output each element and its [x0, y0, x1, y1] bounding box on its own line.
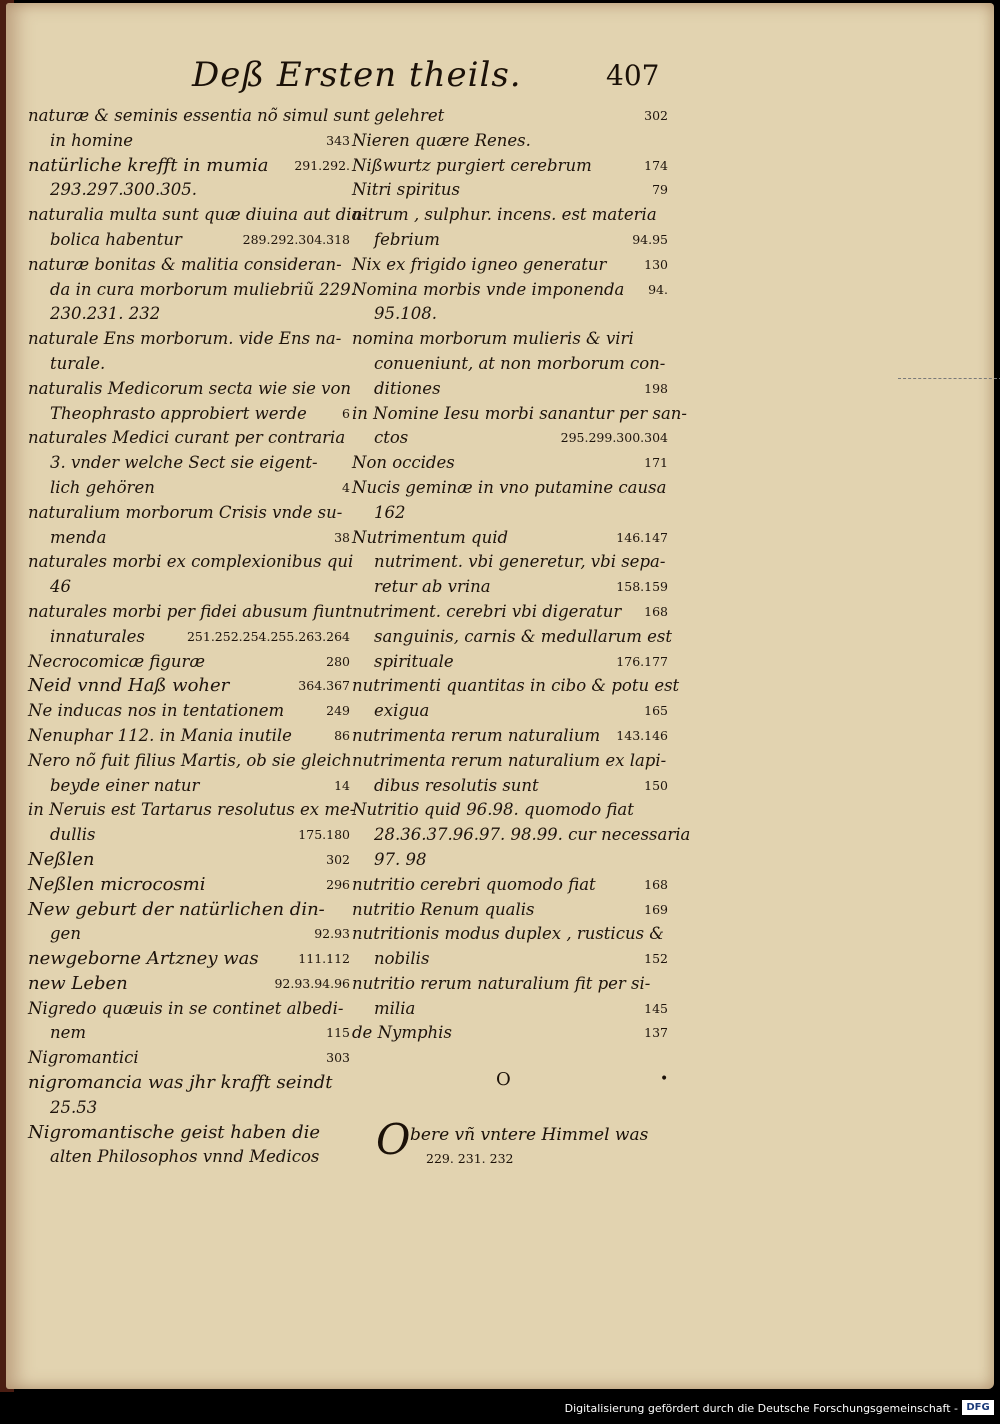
entry-page-refs: 111.112 — [298, 951, 350, 967]
entry-text: gelehret — [374, 106, 445, 125]
entry-page-refs: 289.292.304.318 — [242, 231, 350, 247]
index-entry — [352, 526, 668, 551]
index-entry — [352, 575, 668, 600]
entry-text: Nenuphar 112. in Mania inutile — [28, 725, 292, 745]
entry-page-refs: 295.299.300.304 — [560, 430, 668, 446]
index-entry — [352, 104, 668, 129]
entry-page-refs: 280 — [326, 653, 350, 669]
index-entry — [28, 154, 350, 179]
entry-text: 97. 98 — [374, 849, 427, 869]
entry-page-refs: 4 — [342, 479, 350, 495]
entry-page-refs: 94. — [648, 281, 668, 297]
entry-page-refs: 150 — [644, 777, 668, 793]
entry-text: naturæ bonitas & malitia consideran- — [28, 254, 342, 274]
index-entry — [352, 178, 668, 203]
index-entry — [352, 228, 668, 253]
entry-text: Nieren quære Renes. — [352, 130, 531, 150]
index-entry — [28, 823, 350, 848]
entry-text: Nutrimentum quid — [352, 527, 509, 547]
index-entry — [352, 947, 668, 972]
entry-page-refs: 145 — [644, 1000, 668, 1016]
entry-page-refs: 92.93 — [314, 926, 350, 942]
entry-text: beyde einer natur — [50, 775, 200, 795]
index-entry — [352, 203, 668, 228]
entry-page-refs: 176.177 — [616, 653, 668, 669]
index-entry — [28, 1071, 350, 1096]
entry-text: 46 — [50, 577, 71, 597]
index-entry — [28, 253, 350, 278]
index-entry — [28, 972, 350, 997]
index-entry — [28, 600, 350, 625]
scan-margin-line — [898, 378, 1000, 379]
entry-page-refs: 115 — [326, 1025, 350, 1041]
index-entry — [352, 476, 668, 501]
entry-text: in Nomine Iesu morbi sanantur per san- — [352, 403, 688, 423]
entry-text: naturalis Medicorum secta wie sie von — [28, 378, 352, 398]
entry-text: naturalium morborum Crisis vnde su- — [28, 502, 343, 522]
entry-text: naturæ & seminis essentia nõ simul sunt — [28, 106, 370, 125]
entry-text: febrium — [374, 229, 440, 249]
entry-page-refs: 86 — [334, 727, 350, 743]
entry-page-refs: 143.146 — [616, 727, 668, 743]
entry-text: spirituale — [374, 651, 454, 671]
entry-text: turale. — [50, 353, 106, 373]
index-entry — [352, 724, 668, 749]
entry-text: Nigromantische geist haben die — [28, 1121, 321, 1143]
index-entry — [28, 302, 350, 327]
section-letter-marker: O — [496, 1069, 511, 1090]
index-entry — [28, 178, 350, 203]
entry-text: Neßlen — [28, 848, 95, 870]
entry-page-refs: 175.180 — [298, 827, 350, 843]
entry-page-refs: 165 — [644, 703, 668, 719]
entry-text: naturales morbi per fidei abusum fiunt — [28, 601, 352, 621]
index-entry — [352, 377, 668, 402]
entry-page-refs: 6 — [342, 405, 350, 421]
index-entry — [28, 873, 350, 898]
section-o-entry — [376, 1115, 676, 1181]
index-entry — [352, 873, 668, 898]
index-entry — [352, 674, 680, 699]
entry-text: nitrum , sulphur. incens. est materia — [352, 205, 657, 225]
index-entry — [28, 1096, 350, 1121]
entry-page-refs: 174 — [644, 157, 668, 173]
entry-text: Nero nõ fuit filius Martis, ob sie gleich — [28, 750, 352, 770]
entry-text: Non occides — [352, 453, 455, 473]
entry-text: Neid vnnd Haß woher — [28, 675, 230, 697]
index-entry — [352, 327, 668, 352]
entry-page-refs: 168 — [644, 876, 668, 892]
entry-text: retur ab vrina — [374, 577, 491, 597]
entry-page-refs: 302 — [326, 851, 350, 867]
entry-text: bere vñ vntere Himmel was — [410, 1125, 649, 1145]
entry-text: nutriment. cerebri vbi digeratur — [352, 601, 622, 621]
index-entry — [28, 699, 350, 724]
entry-text: in homine — [50, 130, 134, 150]
index-entry — [28, 426, 350, 451]
index-entry — [352, 600, 668, 625]
entry-page-refs: 168 — [644, 603, 668, 619]
index-entry — [28, 650, 350, 675]
index-entry — [352, 302, 668, 327]
drop-initial: O — [376, 1115, 411, 1164]
index-entry — [352, 278, 668, 303]
index-entry — [28, 550, 354, 575]
entry-text: in Neruis est Tartarus resolutus ex me- — [28, 800, 356, 820]
entry-text: nutriment. vbi generetur, vbi sepa- — [374, 552, 666, 572]
entry-text: naturales morbi ex complexionibus qui — [28, 552, 354, 572]
index-entry — [352, 253, 668, 278]
index-entry — [28, 1121, 350, 1146]
entry-text: naturales Medici curant per contraria — [28, 428, 346, 448]
index-entry — [352, 798, 668, 823]
entry-text: Nutritio quid 96.98. quomodo fiat — [352, 800, 634, 820]
entry-text: nobilis — [374, 949, 430, 969]
entry-text: New geburt der natürlichen din- — [28, 898, 325, 920]
entry-page-refs: 94.95 — [632, 231, 668, 247]
entry-page-refs: 364.367 — [298, 678, 350, 694]
entry-page-refs: 92.93.94.96 — [274, 975, 350, 991]
entry-text: nem — [50, 1023, 87, 1043]
entry-text: Nißwurtz purgiert cerebrum — [352, 155, 592, 175]
entry-text: Ne inducas nos in tentationem — [28, 701, 285, 721]
index-entry — [28, 625, 350, 650]
entry-page-refs: 343 — [326, 132, 350, 148]
entry-page-refs: 14 — [334, 777, 350, 793]
entry-text: bolica habentur — [50, 229, 182, 249]
index-entry — [352, 922, 668, 947]
entry-text: 293.297.300.305. — [50, 180, 197, 200]
entry-page-refs: 249 — [326, 703, 350, 719]
index-entry — [28, 724, 350, 749]
entry-page-refs: 152 — [644, 951, 668, 967]
index-entry — [28, 674, 350, 699]
entry-text: 28.36.37.96.97. 98.99. cur necessaria — [374, 825, 691, 845]
index-entry — [28, 402, 350, 427]
index-entry — [352, 774, 668, 799]
index-entry — [352, 699, 668, 724]
entry-text: innaturales — [50, 626, 145, 646]
entry-page-refs: 130 — [644, 256, 668, 272]
index-entry — [352, 550, 668, 575]
entry-page-refs: 296 — [326, 876, 350, 892]
index-entry — [28, 203, 367, 228]
index-entry — [352, 352, 668, 377]
index-column-left — [28, 104, 370, 1170]
entry-text: ctos — [374, 428, 409, 448]
entry-page-refs: 146.147 — [616, 529, 668, 545]
entry-text: new Leben — [28, 972, 128, 994]
entry-page-refs: 169 — [644, 901, 668, 917]
index-entry — [28, 997, 350, 1022]
entry-text: Necrocomicæ figuræ — [28, 651, 205, 671]
index-entry — [28, 278, 356, 303]
entry-text: nutrimenta rerum naturalium — [352, 725, 601, 745]
page-number: 407 — [606, 59, 660, 92]
entry-text: Nigredo quæuis in se continet albedi- — [28, 998, 344, 1018]
index-entry — [352, 129, 668, 154]
index-column-right — [352, 104, 691, 1046]
index-entry — [352, 972, 668, 997]
index-entry — [352, 625, 673, 650]
entry-text: de Nymphis — [352, 1023, 452, 1043]
entry-text: nutrimenta rerum naturalium ex lapi- — [352, 750, 667, 770]
entry-text: nutritio cerebri quomodo fiat — [352, 874, 596, 894]
index-entry — [28, 526, 350, 551]
entry-text: nutritio Renum qualis — [352, 899, 535, 919]
entry-page-refs: 303 — [326, 1050, 350, 1066]
entry-page-refs: 198 — [644, 380, 668, 396]
entry-text: conueniunt, at non morborum con- — [374, 353, 666, 373]
index-entry — [28, 451, 350, 476]
index-entry — [28, 798, 356, 823]
section-dot: • — [660, 1071, 669, 1087]
footer-credit: Digitalisierung gefördert durch die Deutsche Forschungsgemeinschaft - — [564, 1402, 958, 1415]
index-entry — [28, 774, 350, 799]
running-title: Deß Ersten theils. — [192, 55, 522, 95]
index-entry — [28, 377, 350, 402]
index-entry — [28, 228, 350, 253]
entry-text: 162 — [374, 502, 406, 522]
entry-text: 95.108. — [374, 304, 437, 324]
entry-text: 230.231. 232 — [50, 304, 161, 324]
entry-text: nomina morborum mulieris & viri — [352, 329, 634, 349]
index-entry — [28, 327, 350, 352]
index-entry — [352, 451, 668, 476]
index-entry — [28, 947, 350, 972]
entry-text: ditiones — [374, 378, 441, 398]
entry-text: exigua — [374, 701, 430, 721]
dfg-logo: DFG — [962, 1400, 994, 1415]
entry-text: milia — [374, 998, 416, 1018]
index-entry — [352, 650, 668, 675]
paper-sheet — [6, 3, 994, 1389]
index-entry — [352, 1021, 668, 1046]
index-entry — [352, 426, 668, 451]
entry-text: gen — [50, 924, 81, 944]
index-entry — [28, 476, 350, 501]
index-entry — [352, 997, 668, 1022]
entry-page-refs: 38 — [334, 529, 350, 545]
entry-text: dullis — [50, 825, 96, 845]
index-entry — [352, 749, 668, 774]
entry-text: natürliche krefft in mumia — [28, 154, 269, 176]
index-entry — [352, 501, 668, 526]
entry-text: nutritio rerum naturalium fit per si- — [352, 973, 651, 993]
index-entry — [352, 823, 691, 848]
entry-text: naturale Ens morborum. vide Ens na- — [28, 329, 342, 349]
entry-text: Nucis geminæ in vno putamine causa — [352, 477, 667, 497]
index-entry — [28, 104, 370, 129]
index-entry — [28, 848, 350, 873]
index-entry — [352, 154, 668, 179]
index-entry — [28, 129, 350, 154]
entry-page-refs: 291.292. — [294, 157, 350, 173]
entry-text: Nitri spiritus — [352, 180, 460, 200]
footer-bar — [0, 1395, 1000, 1424]
index-entry — [28, 1046, 350, 1071]
entry-text: naturalia multa sunt quæ diuina aut dia- — [28, 205, 367, 225]
entry-text: menda — [50, 527, 107, 547]
entry-text: newgeborne Artzney was — [28, 948, 259, 970]
index-entry — [352, 898, 668, 923]
entry-text: Neßlen microcosmi — [28, 873, 206, 895]
entry-text: dibus resolutis sunt — [374, 775, 539, 795]
entry-text: lich gehören — [50, 477, 155, 497]
index-entry — [28, 501, 350, 526]
entry-text: Nigromantici — [28, 1048, 139, 1068]
entry-text: sanguinis, carnis & medullarum est — [374, 626, 673, 646]
entry-page-refs: 158.159 — [616, 579, 668, 595]
entry-page-refs: 302 — [644, 108, 668, 123]
index-entry — [28, 1145, 350, 1170]
entry-text: Nomina morbis vnde imponenda — [352, 279, 625, 299]
entry-page-refs: 137 — [644, 1025, 668, 1041]
entry-text: 3. vnder welche Sect sie eigent- — [50, 453, 318, 473]
entry-page-refs: 79 — [652, 182, 668, 198]
entry-text: 25.53 — [50, 1097, 98, 1117]
index-entry — [352, 848, 668, 873]
index-entry — [28, 749, 350, 774]
entry-text: Nix ex frigido igneo generatur — [352, 254, 607, 274]
page-header — [186, 55, 666, 105]
index-entry — [28, 1021, 350, 1046]
entry-page-refs: 229. 231. 232 — [426, 1151, 514, 1166]
entry-page-refs: 251.252.254.255.263.264 — [186, 628, 350, 644]
entry-text: nutritionis modus duplex , rusticus & — [352, 924, 664, 944]
entry-text: Theophrasto approbiert werde — [50, 403, 307, 423]
entry-text: alten Philosophos vnnd Medicos — [50, 1147, 320, 1167]
entry-text: nutrimenti quantitas in cibo & potu est — [352, 676, 680, 696]
index-entry — [28, 898, 350, 923]
index-entry — [28, 922, 350, 947]
index-entry — [28, 352, 350, 377]
entry-page-refs: 171 — [644, 455, 668, 471]
entry-text: da in cura morborum muliebriũ 229. — [50, 279, 356, 299]
index-entry — [352, 402, 688, 427]
entry-text: nigromancia was jhr krafft seindt — [28, 1072, 333, 1094]
index-entry — [28, 575, 350, 600]
